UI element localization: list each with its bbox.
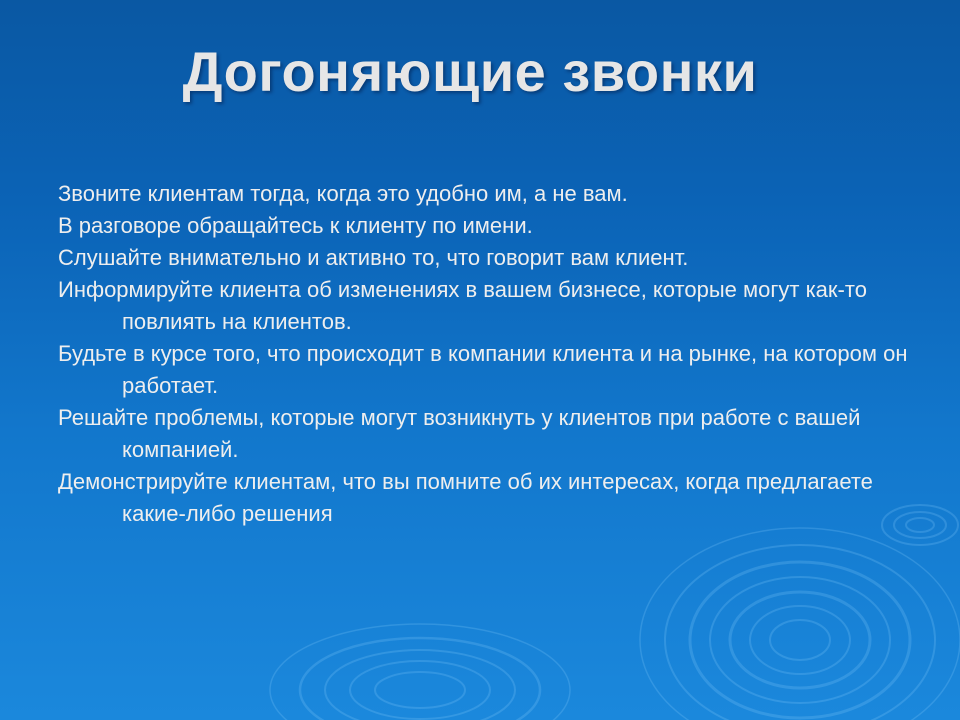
slide-title: Догоняющие звонки — [182, 40, 758, 103]
list-item: Демонстрируйте клиентам, что вы помните об их интересах, когда предлагаете какие-либо решения — [58, 469, 873, 526]
bullet-list — [58, 178, 918, 530]
list-item: Информируйте клиента об изменениях в вашем бизнесе, которые могут как-то повлиять на клиентов. — [58, 277, 867, 334]
list-item: Решайте проблемы, которые могут возникнуть у клиентов при работе с вашей компанией. — [58, 405, 861, 462]
list-item: Будьте в курсе того, что происходит в компании клиента и на рынке, на котором он работает. — [58, 341, 908, 398]
list-item: Звоните клиентам тогда, когда это удобно им, а не вам. — [58, 181, 628, 206]
list-item: Слушайте внимательно и активно то, что говорит вам клиент. — [58, 245, 689, 270]
list-item: В разговоре обращайтесь к клиенту по имени. — [58, 213, 533, 238]
